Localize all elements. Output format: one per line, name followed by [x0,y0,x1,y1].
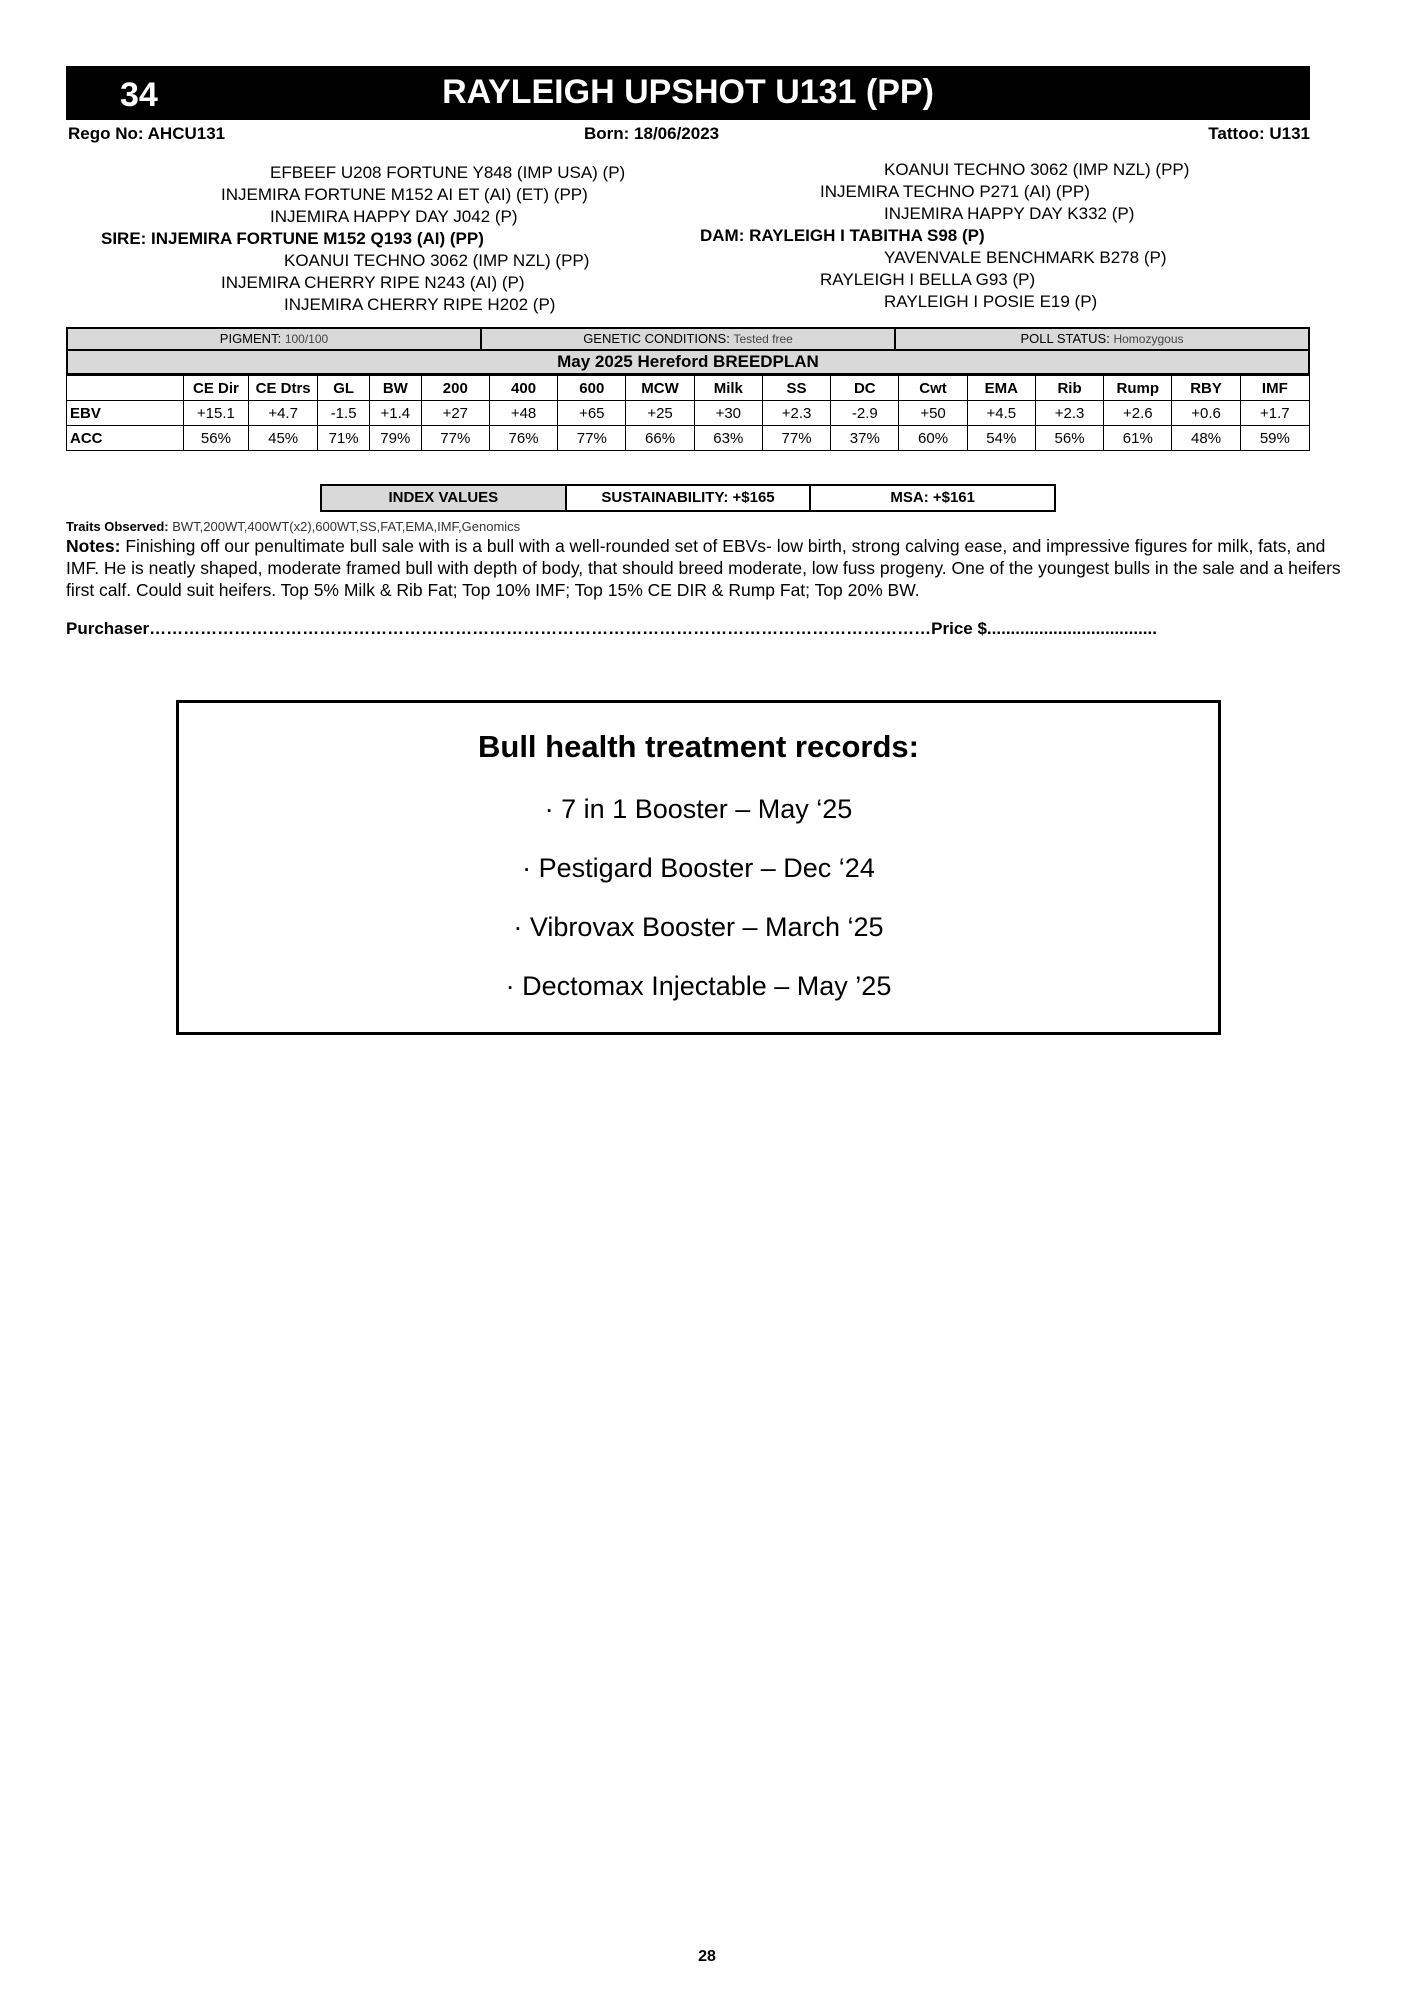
ebv-cell: +15.1 [183,401,248,426]
pedigree-dam-sire-sire: KOANUI TECHNO 3062 (IMP NZL) (PP) [884,160,1190,179]
health-records-title: Bull health treatment records: [478,729,919,764]
ebv-header-cell: IMF [1240,376,1309,401]
ebv-header-cell: Rump [1104,376,1172,401]
pedigree-sire-sire-sire: EFBEEF U208 FORTUNE Y848 (IMP USA) (P) [270,163,626,182]
ebv-header-cell: Rib [1035,376,1103,401]
health-item: · Pestigard Booster – Dec ‘24 [522,853,875,883]
acc-cell: 76% [489,426,557,451]
pedigree-sire-sire: INJEMIRA FORTUNE M152 AI ET (AI) (ET) (PP) [221,185,588,204]
traits-label: Traits Observed: [66,519,169,534]
acc-cell: 54% [967,426,1035,451]
ebv-cell: +1.7 [1240,401,1309,426]
msa-index: MSA: +$161 [890,489,975,506]
ebv-cell: +25 [626,401,694,426]
ebv-cell: +1.4 [369,401,421,426]
ebv-cell: +2.3 [1035,401,1103,426]
acc-cell: 79% [369,426,421,451]
traits-observed [66,519,520,534]
ebv-header-cell: 200 [421,376,489,401]
genetic-conditions-label: GENETIC CONDITIONS: [583,331,730,346]
health-records-box [176,700,1221,1035]
acc-cell: 56% [183,426,248,451]
ebv-cell: +48 [489,401,557,426]
notes [66,535,1356,601]
ebv-row-label: EBV [67,401,184,426]
acc-cell: 61% [1104,426,1172,451]
traits-value: BWT,200WT,400WT(x2),600WT,SS,FAT,EMA,IMF,Genomics [172,519,521,534]
notes-label: Notes: [66,536,121,556]
pedigree-dam-dam-sire: YAVENVALE BENCHMARK B278 (P) [884,248,1167,267]
ebv-header-cell: RBY [1172,376,1240,401]
index-values-label: INDEX VALUES [322,486,567,510]
ebv-cell: +30 [694,401,762,426]
ebv-header-cell: DC [831,376,899,401]
status-row [66,327,1310,351]
acc-cell: 63% [694,426,762,451]
pigment-value: 100/100 [284,332,329,346]
pedigree-dam: DAM: RAYLEIGH I TABITHA S98 (P) [700,226,985,245]
pedigree-sire-dam: INJEMIRA CHERRY RIPE N243 (AI) (P) [221,273,525,292]
ebv-cell: +4.7 [248,401,317,426]
index-values-row [320,484,1056,512]
ebv-header-cell: EMA [967,376,1035,401]
acc-cell: 77% [421,426,489,451]
pedigree-dam-dam: RAYLEIGH I BELLA G93 (P) [820,270,1036,289]
ebv-cell: +65 [558,401,626,426]
ebv-cell: +50 [899,401,967,426]
ebv-header-cell: 400 [489,376,557,401]
ebv-header-cell: CE Dir [183,376,248,401]
pigment-label: PIGMENT: [219,331,282,346]
ebv-header-row [67,376,1310,401]
ebv-cell: +4.5 [967,401,1035,426]
breedplan-title: May 2025 Hereford BREEDPLAN [66,351,1310,375]
acc-cell: 77% [762,426,830,451]
genetic-conditions-cell [482,329,896,349]
ebv-cell: +2.3 [762,401,830,426]
page-number: 28 [698,1948,716,1965]
acc-cell: 48% [1172,426,1240,451]
poll-status-cell [896,329,1308,349]
pedigree-sire-dam-dam: INJEMIRA CHERRY RIPE H202 (P) [284,295,556,314]
acc-cell: 56% [1035,426,1103,451]
rego-number: Rego No: AHCU131 [68,124,226,143]
lot-header [66,66,1310,120]
lot-title: RAYLEIGH UPSHOT U131 (PP) [442,73,934,111]
acc-cell: 59% [1240,426,1309,451]
purchase-line [66,619,1157,639]
ebv-header-cell: CE Dtrs [248,376,317,401]
ebv-table [66,375,1310,451]
ebv-cell: -1.5 [318,401,370,426]
health-item: · Vibrovax Booster – March ‘25 [513,912,884,942]
ebv-header-cell: MCW [626,376,694,401]
pedigree-sire-dam-sire: KOANUI TECHNO 3062 (IMP NZL) (PP) [284,251,590,270]
pigment-cell [68,329,482,349]
pedigree-sire: SIRE: INJEMIRA FORTUNE M152 Q193 (AI) (PP) [101,229,484,248]
poll-status-label: POLL STATUS: [1020,331,1110,346]
acc-row-label: ACC [67,426,184,451]
acc-cell: 37% [831,426,899,451]
acc-cell: 66% [626,426,694,451]
purchaser-field: Purchaser………………………………………………………………………………………………………………………… [66,619,932,638]
health-item: · Dectomax Injectable – May ’25 [505,971,892,1001]
acc-row [67,426,1310,451]
genetic-conditions-value: Tested free [733,332,793,346]
tattoo: Tattoo: U131 [1208,124,1310,143]
ebv-header-cell: Milk [694,376,762,401]
ebv-header-cell: 600 [558,376,626,401]
ebv-cell: +27 [421,401,489,426]
pedigree-dam-dam-dam: RAYLEIGH I POSIE E19 (P) [884,292,1098,311]
ebv-row [67,401,1310,426]
ebv-cell: +0.6 [1172,401,1240,426]
health-item: · 7 in 1 Booster – May ‘25 [544,794,853,824]
ebv-cell: -2.9 [831,401,899,426]
acc-cell: 45% [248,426,317,451]
birth-date: Born: 18/06/2023 [584,124,720,143]
lot-number: 34 [120,76,158,114]
ebv-header-row-label [67,376,184,401]
ebv-header-cell: GL [318,376,370,401]
ebv-header-cell: BW [369,376,421,401]
sustainability-index: SUSTAINABILITY: +$165 [567,486,812,510]
ebv-header-cell: Cwt [899,376,967,401]
pedigree-sire-sire-dam: INJEMIRA HAPPY DAY J042 (P) [270,207,518,226]
poll-status-value: Homozygous [1113,332,1184,346]
pedigree-dam-sire: INJEMIRA TECHNO P271 (AI) (PP) [820,182,1090,201]
acc-cell: 77% [558,426,626,451]
ebv-cell: +2.6 [1104,401,1172,426]
pedigree-dam-sire-dam: INJEMIRA HAPPY DAY K332 (P) [884,204,1135,223]
acc-cell: 60% [899,426,967,451]
price-field: Price $.................................... [931,619,1157,638]
ebv-header-cell: SS [762,376,830,401]
acc-cell: 71% [318,426,370,451]
notes-text: Finishing off our penultimate bull sale with is a bull with a well-rounded set of EBVs- low birth, strong calving ease, and impressive figures for milk, fats, and IMF. He is neatly shaped, moderate framed bull with depth of body, that should breed moderate, low fuss progeny. One of the youngest bulls in the sale and a heifers first calf. Could suit heifers. Top 5% Milk & Rib Fat; Top 10% IMF; Top 15% CE DIR & Rump Fat; Top 20% BW. [66,536,1341,600]
